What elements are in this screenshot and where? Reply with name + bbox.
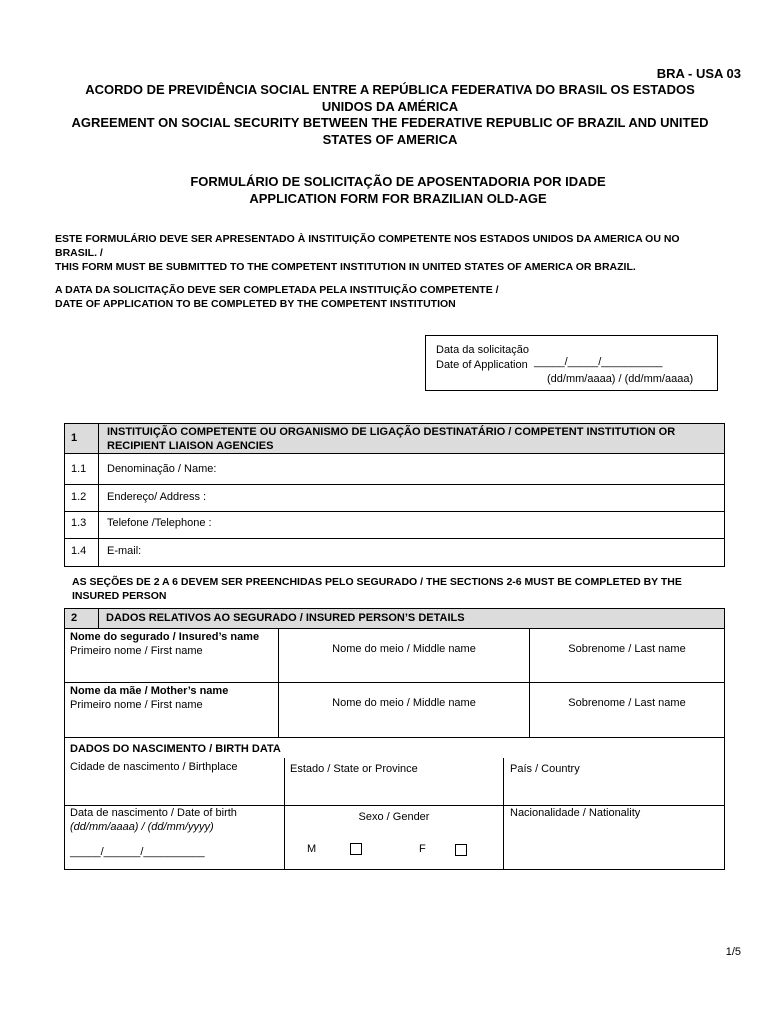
notice-submit-line-2: BRASIL. / <box>55 247 103 259</box>
nationality-label: Nacionalidade / Nationality <box>510 807 641 819</box>
gender-label: Sexo / Gender <box>358 811 430 823</box>
application-date-label-pt: Data da solicitação <box>436 344 529 356</box>
application-date-label-en: Date of Application <box>436 359 528 371</box>
insured-last-name-label: Sobrenome / Last name <box>568 643 686 655</box>
insured-last-name-field[interactable] <box>531 660 722 680</box>
mother-last-name-field[interactable] <box>531 714 722 735</box>
gender-female-checkbox[interactable] <box>455 844 467 856</box>
form-title-pt: FORMULÁRIO DE SOLICITAÇÃO DE APOSENTADORIA POR IDADE <box>190 174 606 189</box>
birthplace-field[interactable] <box>66 778 282 803</box>
institution-telephone-field[interactable] <box>240 513 720 537</box>
mother-name-heading: Nome da mãe / Mother’s name <box>70 685 229 697</box>
institution-telephone-label: Telefone /Telephone : <box>107 517 212 529</box>
institution-address-label: Endereço/ Address : <box>107 491 207 503</box>
gender-female-label: F <box>419 843 426 855</box>
row-1-2-number: 1.2 <box>71 491 87 503</box>
row-1-1-number: 1.1 <box>71 463 87 475</box>
gender-male-checkbox[interactable] <box>350 843 362 855</box>
application-date-field[interactable]: _____/_____/__________ <box>534 356 663 368</box>
insured-middle-name-field[interactable] <box>280 660 527 680</box>
title-pt-line-1: ACORDO DE PREVIDÊNCIA SOCIAL ENTRE A REPÚBLICA FEDERATIVA DO BRASIL OS ESTADOS <box>85 82 695 97</box>
sections-note-line-1: AS SEÇÕES DE 2 A 6 DEVEM SER PREENCHIDAS PELO SEGURADO / THE SECTIONS 2-6 MUST BE COMPLETED BY THE <box>72 576 682 588</box>
nationality-field[interactable] <box>505 824 722 867</box>
notice-submit-line-1: ESTE FORMULÁRIO DEVE SER APRESENTADO À INSTITUIÇÃO COMPETENTE NOS ESTADOS UNIDOS DA AMERICA OU NO <box>55 233 680 245</box>
title-en-line-1: AGREEMENT ON SOCIAL SECURITY BETWEEN THE FEDERATIVE REPUBLIC OF BRAZIL AND UNITED <box>71 115 709 130</box>
institution-name-field[interactable] <box>240 456 720 482</box>
mother-middle-name-label: Nome do meio / Middle name <box>332 697 476 709</box>
institution-name-label: Denominação / Name: <box>107 463 217 475</box>
row-1-4-number: 1.4 <box>71 545 87 557</box>
gender-male-label: M <box>307 843 317 855</box>
dob-label: Data de nascimento / Date of birth <box>70 807 237 819</box>
section1-number: 1 <box>71 432 78 444</box>
notice-date-line-2: DATE OF APPLICATION TO BE COMPLETED BY THE COMPETENT INSTITUTION <box>55 298 456 310</box>
insured-middle-name-label: Nome do meio / Middle name <box>332 643 476 655</box>
section2-number: 2 <box>71 612 78 624</box>
form-code: BRA - USA 03 <box>656 66 741 81</box>
page-number: 1/5 <box>725 946 741 958</box>
sections-note-line-2: INSURED PERSON <box>72 590 167 602</box>
birthplace-label: Cidade de nascimento / Birthplace <box>70 761 238 773</box>
notice-date-line-1: A DATA DA SOLICITAÇÃO DEVE SER COMPLETADA PELA INSTITUIÇÃO COMPETENTE / <box>55 284 499 296</box>
title-en-line-2: STATES OF AMERICA <box>322 132 458 147</box>
notice-submit-line-3: THIS FORM MUST BE SUBMITTED TO THE COMPETENT INSTITUTION IN UNITED STATES OF AMERICA OR BRAZIL. <box>55 261 636 273</box>
insured-name-heading: Nome do segurado / Insured’s name <box>70 631 260 643</box>
institution-email-field[interactable] <box>240 540 720 565</box>
mother-middle-name-field[interactable] <box>280 714 527 735</box>
institution-address-field[interactable] <box>240 486 720 510</box>
application-date-format: (dd/mm/aaaa) / (dd/mm/aaaa) <box>547 373 694 385</box>
birth-data-heading: DADOS DO NASCIMENTO / BIRTH DATA <box>70 743 281 755</box>
dob-format: (dd/mm/aaaa) / (dd/mm/yyyy) <box>70 821 214 833</box>
form-title-en: APPLICATION FORM FOR BRAZILIAN OLD-AGE <box>249 191 547 206</box>
section2-title: DADOS RELATIVOS AO SEGURADO / INSURED PERSON’S DETAILS <box>106 612 465 624</box>
country-field[interactable] <box>505 780 722 803</box>
mother-first-name-label: Primeiro nome / First name <box>70 699 203 711</box>
dob-field[interactable]: _____/______/__________ <box>70 846 205 858</box>
section1-title-line-1: INSTITUIÇÃO COMPETENTE OU ORGANISMO DE LIGAÇÃO DESTINATÁRIO / COMPETENT INSTITUTION OR <box>107 426 676 438</box>
insured-first-name-field[interactable] <box>66 660 276 680</box>
institution-email-label: E-mail: <box>107 545 142 557</box>
state-label: Estado / State or Province <box>290 763 418 775</box>
row-1-3-number: 1.3 <box>71 517 87 529</box>
title-pt-line-2: UNIDOS DA AMÉRICA <box>321 99 459 114</box>
mother-first-name-field[interactable] <box>66 714 276 735</box>
state-field[interactable] <box>286 780 501 803</box>
country-label: País / Country <box>510 763 580 775</box>
section1-title-line-2: RECIPIENT LIAISON AGENCIES <box>107 440 274 452</box>
mother-last-name-label: Sobrenome / Last name <box>568 697 686 709</box>
insured-first-name-label: Primeiro nome / First name <box>70 645 203 657</box>
